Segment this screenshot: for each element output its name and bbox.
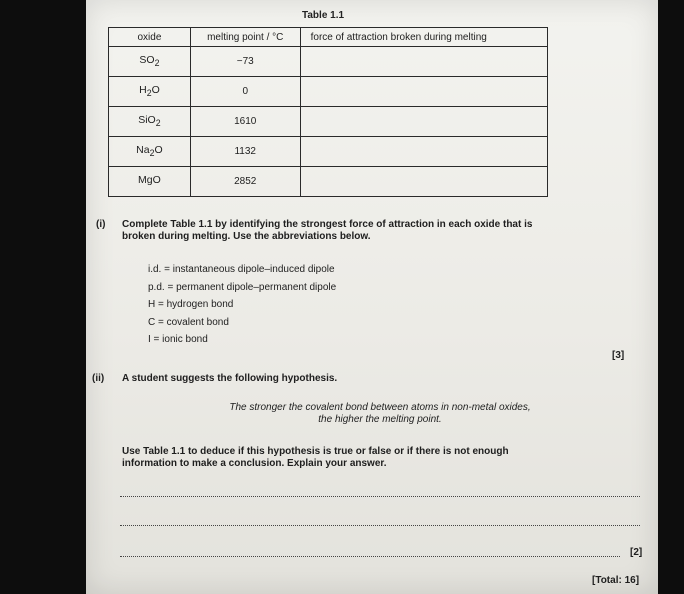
hypothesis-line-2: the higher the melting point. (318, 414, 442, 425)
table-row (109, 47, 548, 77)
oxide-formula: $SO_2$ (109, 47, 191, 77)
melting-point-value: 1132 (190, 137, 300, 167)
oxide-table (108, 27, 548, 197)
force-answer-cell[interactable] (300, 77, 547, 107)
force-answer-cell[interactable] (300, 137, 547, 167)
part-ii-label: (ii) (92, 373, 105, 384)
oxide-formula: $H_2O$ (109, 77, 191, 107)
hypothesis-statement (180, 402, 580, 426)
abbreviation-item: I = ionic bond (148, 334, 208, 345)
abbreviation-item: C = covalent bond (148, 316, 229, 328)
force-answer-cell[interactable] (300, 107, 547, 137)
header-force: force of attraction broken during melting (300, 28, 547, 47)
part-i-label: (i) (96, 219, 106, 230)
table-row (109, 137, 548, 167)
total-marks: [Total: 16] (592, 575, 640, 586)
answer-line-2[interactable] (120, 525, 640, 526)
hypothesis-line-1: The stronger the covalent bond between atoms in non-metal oxides, (229, 402, 531, 413)
part-ii-task (122, 446, 642, 470)
table-row (109, 167, 548, 197)
answer-line-3[interactable] (120, 556, 620, 557)
abbreviation-item: H = hydrogen bond (148, 299, 234, 310)
part-ii-task-line-2: information to make a conclusion. Explain your answer. (122, 458, 387, 469)
melting-point-value: 1610 (190, 107, 300, 137)
table-title: Table 1.1 (302, 10, 345, 21)
oxide-formula: MgO (109, 167, 191, 197)
oxide-formula: SiO$_2$ (109, 107, 191, 137)
table-row (109, 107, 548, 137)
header-melting-point: melting point / °C (190, 28, 300, 47)
part-ii-task-line-1: Use Table 1.1 to deduce if this hypothesis is true or false or if there is not enough (122, 446, 509, 457)
force-answer-cell[interactable] (300, 167, 547, 197)
part-ii-marks: [2] (630, 547, 643, 558)
melting-point-value: 2852 (190, 167, 300, 197)
abbreviation-item: i.d. = instantaneous dipole–induced dipole (148, 264, 335, 275)
part-i-line-1: Complete Table 1.1 by identifying the strongest force of attraction in each oxide that is (122, 219, 533, 230)
melting-point-value: 0 (190, 77, 300, 107)
part-i-marks: [3] (612, 350, 625, 361)
force-answer-cell[interactable] (300, 47, 547, 77)
part-i-line-2: broken during melting. Use the abbreviations below. (122, 231, 371, 242)
table-row (109, 77, 548, 107)
abbreviation-item: p.d. = permanent dipole–permanent dipole (148, 281, 337, 293)
part-i-question (122, 219, 642, 243)
part-ii-intro: A student suggests the following hypothesis. (122, 373, 338, 384)
oxide-formula: $Na_2O$ (109, 137, 191, 167)
abbreviation-list (148, 261, 336, 349)
melting-point-value: −73 (190, 47, 300, 77)
table-header-row (109, 28, 548, 47)
answer-line-1[interactable] (120, 496, 640, 497)
header-oxide: oxide (109, 28, 191, 47)
